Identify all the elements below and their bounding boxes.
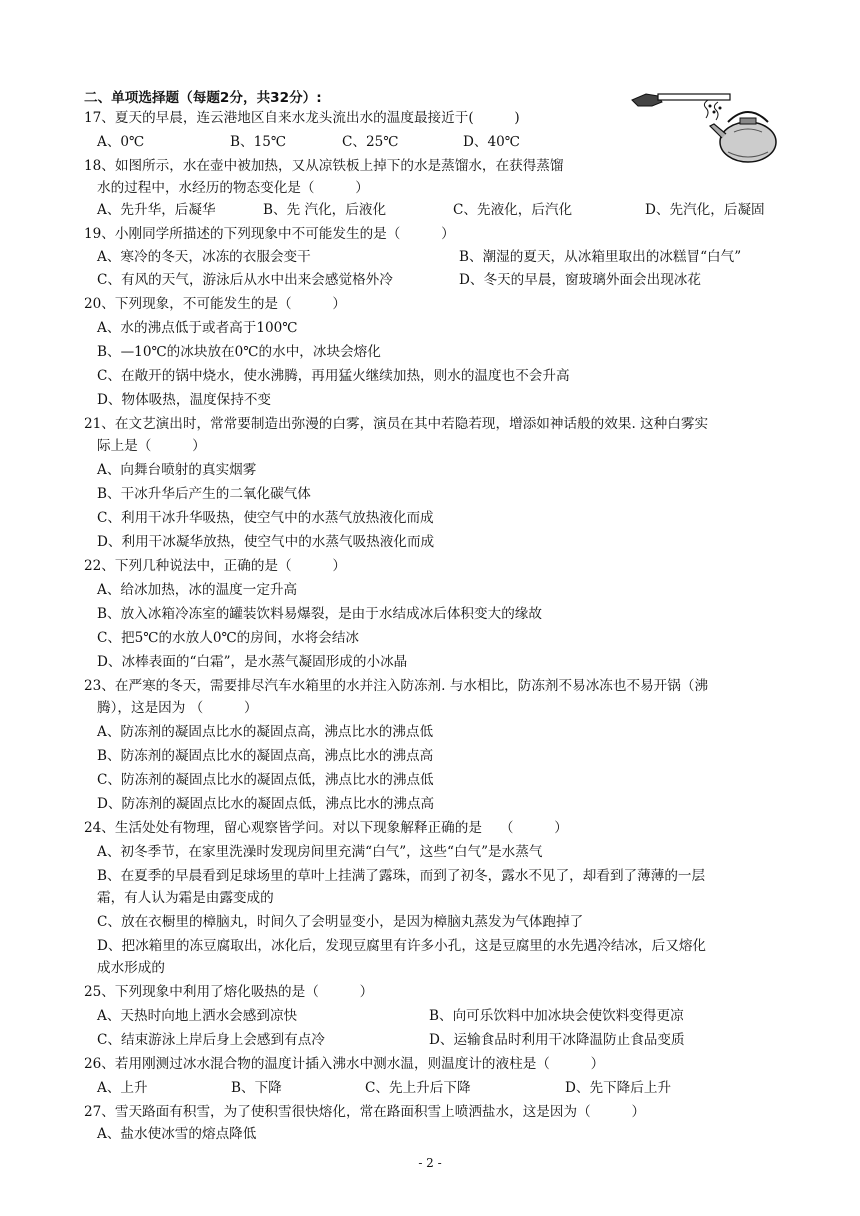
q25-option-a: A、天热时向地上洒水会感到凉快 [97, 1008, 298, 1024]
kettle-distillation-icon [628, 82, 788, 170]
q24-option-d: D、把冰箱里的冻豆腐取出，冰化后，发现豆腐里有许多小孔，这是豆腐里的水先遇冷结冰，后又熔化 [97, 938, 707, 954]
q24-option-b: B、在夏季的早晨看到足球场里的草叶上挂满了露珠，而到了初冬，露水不见了，却看到了薄薄的一层 [97, 868, 706, 884]
q21-option-a: A、向舞台喷射的真实烟雾 [97, 462, 257, 478]
q23-option-d: D、防冻剂的凝固点比水的凝固点低，沸点比水的沸点高 [97, 796, 435, 812]
q19-stem: 19、小刚同学所描述的下列现象中不可能发生的是（ ） [84, 226, 455, 242]
q19-options-row2 [97, 270, 701, 290]
q20-stem: 20、下列现象，不可能发生的是（ ） [84, 296, 346, 312]
q21-option-c: C、利用干冰升华吸热，使空气中的水蒸气放热液化而成 [97, 510, 434, 526]
q26-stem: 26、若用刚测过冰水混合物的温度计插入沸水中测水温，则温度计的液柱是（ ） [84, 1056, 605, 1072]
q24-option-b-cont: 霜，有人认为霜是由露变成的 [97, 890, 274, 906]
q23-option-a: A、防冻剂的凝固点比水的凝固点高，沸点比水的沸点低 [97, 724, 434, 740]
q19-option-d: D、冬天的早晨，窗玻璃外面会出现冰花 [459, 272, 701, 288]
q26-options [97, 1078, 671, 1098]
q18-stem-cont: 水的过程中，水经历的物态变化是（ ） [97, 180, 369, 196]
q21-option-d: D、利用干冰凝华放热，使空气中的水蒸气吸热液化而成 [97, 534, 435, 550]
q18-option-d: D、先汽化，后凝固 [645, 202, 765, 218]
q24-option-d-cont: 成水形成的 [97, 960, 165, 976]
q26-option-a: A、上升 [97, 1080, 148, 1096]
q22-option-d: D、冰棒表面的“白霜”，是水蒸气凝固形成的小冰晶 [97, 654, 408, 670]
q18-option-b: B、先 汽化，后液化 [263, 202, 387, 218]
q19-options-row1 [97, 247, 741, 267]
q19-option-a: A、寒冷的冬天，冰冻的衣服会变干 [97, 249, 311, 265]
q25-options-row1 [97, 1006, 684, 1026]
q26-option-c: C、先上升后下降 [365, 1080, 471, 1096]
q26-option-d: D、先下降后上升 [565, 1080, 672, 1096]
q23-stem: 23、在严寒的冬天，需要排尽汽车水箱里的水并注入防冻剂. 与水相比，防冻剂不易冰冻也不易开锅（沸 [84, 678, 709, 694]
q24-stem: 24、生活处处有物理，留心观察皆学问。对以下现象解释正确的是 （ ） [84, 820, 568, 836]
q23-stem-cont: 腾），这是因为 （ ） [97, 700, 258, 716]
q25-option-d: D、运输食品时利用干冰降温防止食品变质 [429, 1032, 685, 1048]
q20-option-b: B、—10℃的冰块放在0℃的水中，冰块会熔化 [97, 344, 381, 360]
q25-option-c: C、结束游泳上岸后身上会感到有点冷 [97, 1032, 325, 1048]
q20-option-a: A、水的沸点低于或者高于100℃ [97, 320, 298, 336]
q22-stem: 22、下列几种说法中，正确的是（ ） [84, 558, 346, 574]
q18-options [97, 200, 765, 220]
q23-option-b: B、防冻剂的凝固点比水的凝固点高，沸点比水的沸点高 [97, 748, 434, 764]
q18-stem: 18、如图所示，水在壶中被加热，又从凉铁板上掉下的水是蒸馏水，在获得蒸馏 [84, 158, 564, 174]
q26-option-b: B、下降 [231, 1080, 282, 1096]
q22-option-a: A、给冰加热，冰的温度一定升高 [97, 582, 298, 598]
q23-option-c: C、防冻剂的凝固点比水的凝固点低，沸点比水的沸点低 [97, 772, 434, 788]
q17-option-a: A、0℃ [97, 134, 145, 150]
q24-option-c: C、放在衣橱里的樟脑丸，时间久了会明显变小，是因为樟脑丸蒸发为气体跑掉了 [97, 914, 584, 930]
q20-option-c: C、在敞开的锅中烧水，使水沸腾，再用猛火继续加热，则水的温度也不会升高 [97, 368, 570, 384]
q17-stem: 17、夏天的早晨，连云港地区自来水龙头流出水的温度最接近于( ) [84, 110, 520, 126]
q19-option-c: C、有风的天气，游泳后从水中出来会感觉格外冷 [97, 272, 393, 288]
q20-option-d: D、物体吸热，温度保持不变 [97, 392, 272, 408]
q18-option-c: C、先液化，后汽化 [453, 202, 573, 218]
q17-options [97, 132, 520, 152]
q27-stem: 27、雪天路面有积雪，为了使积雪很快熔化，常在路面积雪上喷洒盐水，这是因为（ ） [84, 1104, 646, 1120]
q25-option-b: B、向可乐饮料中加冰块会使饮料变得更凉 [429, 1008, 684, 1024]
q27-option-a: A、盐水使冰雪的熔点降低 [97, 1126, 257, 1142]
q19-option-b: B、潮湿的夏天，从冰箱里取出的冰糕冒“白气” [459, 249, 742, 265]
q17-option-d: D、40℃ [463, 134, 520, 150]
q21-option-b: B、干冰升华后产生的二氧化碳气体 [97, 486, 311, 502]
q17-option-c: C、25℃ [342, 134, 399, 150]
section-title: 二、单项选择题（每题2分，共32分）: [84, 90, 322, 106]
q18-option-a: A、先升华，后凝华 [97, 202, 216, 218]
page-number: - 2 - [418, 1156, 442, 1170]
q24-option-a: A、初冬季节，在家里洗澡时发现房间里充满“白气”，这些“白气”是水蒸气 [97, 844, 543, 860]
q17-option-b: B、15℃ [230, 134, 287, 150]
q25-options-row2 [97, 1030, 685, 1050]
q25-stem: 25、下列现象中利用了熔化吸热的是（ ） [84, 984, 374, 1000]
q22-option-b: B、放入冰箱冷冻室的罐装饮料易爆裂，是由于水结成冰后体积变大的缘故 [97, 606, 542, 622]
q21-stem: 21、在文艺演出时，常常要制造出弥漫的白雾，演员在其中若隐若现，增添如神话般的效果. 这种白雾实 [84, 416, 709, 432]
q22-option-c: C、把5℃的水放人0℃的房间，水将会结冰 [97, 630, 360, 646]
q21-stem-cont: 际上是（ ） [97, 438, 206, 454]
